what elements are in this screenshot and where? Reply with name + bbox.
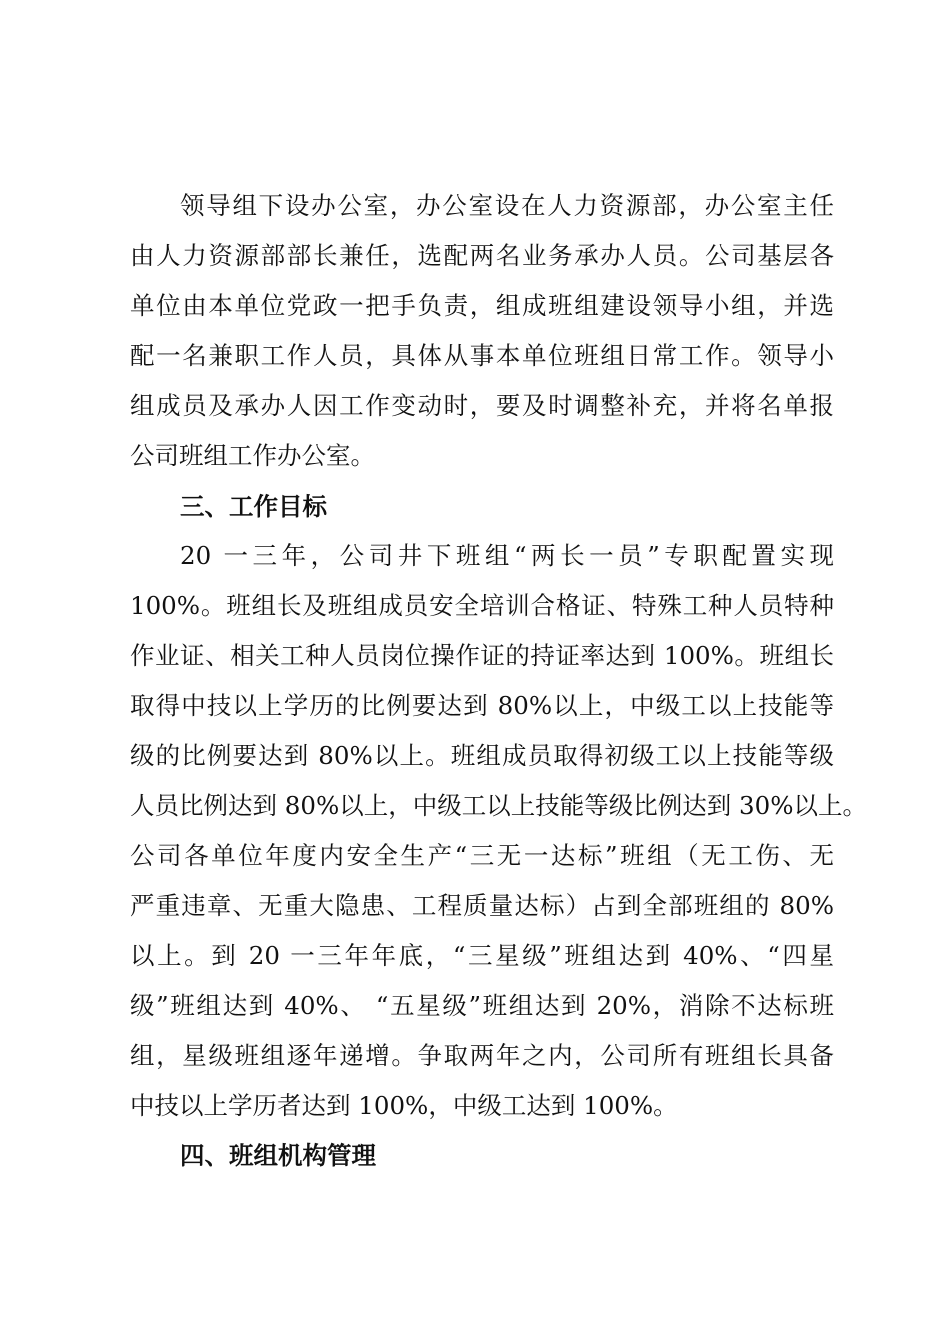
paragraph-2-line-7: 公司各单位年度内安全生产“三无一达标”班组（无工伤、无 (130, 841, 834, 870)
paragraph-2-line-5: 级的比例要达到 80%以上。班组成员取得初级工以上技能等级 (130, 741, 834, 770)
paragraph-2-line-11: 组，星级班组逐年递增。争取两年之内，公司所有班组长具备 (130, 1041, 834, 1070)
paragraph-2-line-12: 中技以上学历者达到 100%，中级工达到 100%。 (130, 1091, 678, 1120)
paragraph-2-line-4: 取得中技以上学历的比例要达到 80%以上，中级工以上技能等 (130, 691, 834, 720)
paragraph-2-line-9: 以上。到 20 一三年年底，“三星级”班组达到 40%、“四星 (130, 941, 834, 970)
paragraph-1-line-4: 配一名兼职工作人员，具体从事本单位班组日常工作。领导小 (130, 341, 834, 370)
paragraph-2-line-8: 严重违章、无重大隐患、工程质量达标）占到全部班组的 80% (130, 891, 834, 920)
paragraph-1-line-2: 由人力资源部部长兼任，选配两名业务承办人员。公司基层各 (130, 241, 834, 270)
paragraph-1-line-5: 组成员及承办人因工作变动时，要及时调整补充，并将名单报 (130, 391, 834, 420)
section-heading-team-org-management: 四、班组机构管理 (180, 1141, 376, 1170)
paragraph-1-line-6: 公司班组工作办公室。 (130, 441, 375, 470)
paragraph-2-line-6: 人员比例达到 80%以上，中级工以上技能等级比例达到 30%以上。 (130, 791, 867, 820)
paragraph-1-line-3: 单位由本单位党政一把手负责，组成班组建设领导小组，并选 (130, 291, 834, 320)
paragraph-2-line-2: 100%。班组长及班组成员安全培训合格证、特殊工种人员特种 (130, 591, 834, 620)
paragraph-2-line-3: 作业证、相关工种人员岗位操作证的持证率达到 100%。班组长 (130, 641, 834, 670)
paragraph-2-line-10: 级”班组达到 40%、 “五星级”班组达到 20%，消除不达标班 (130, 991, 834, 1020)
paragraph-1-line-1: 领导组下设办公室，办公室设在人力资源部，办公室主任 (180, 191, 834, 220)
paragraph-2-line-1: 20 一三年，公司井下班组“两长一员”专职配置实现 (180, 541, 834, 570)
section-heading-work-goals: 三、工作目标 (180, 492, 327, 521)
